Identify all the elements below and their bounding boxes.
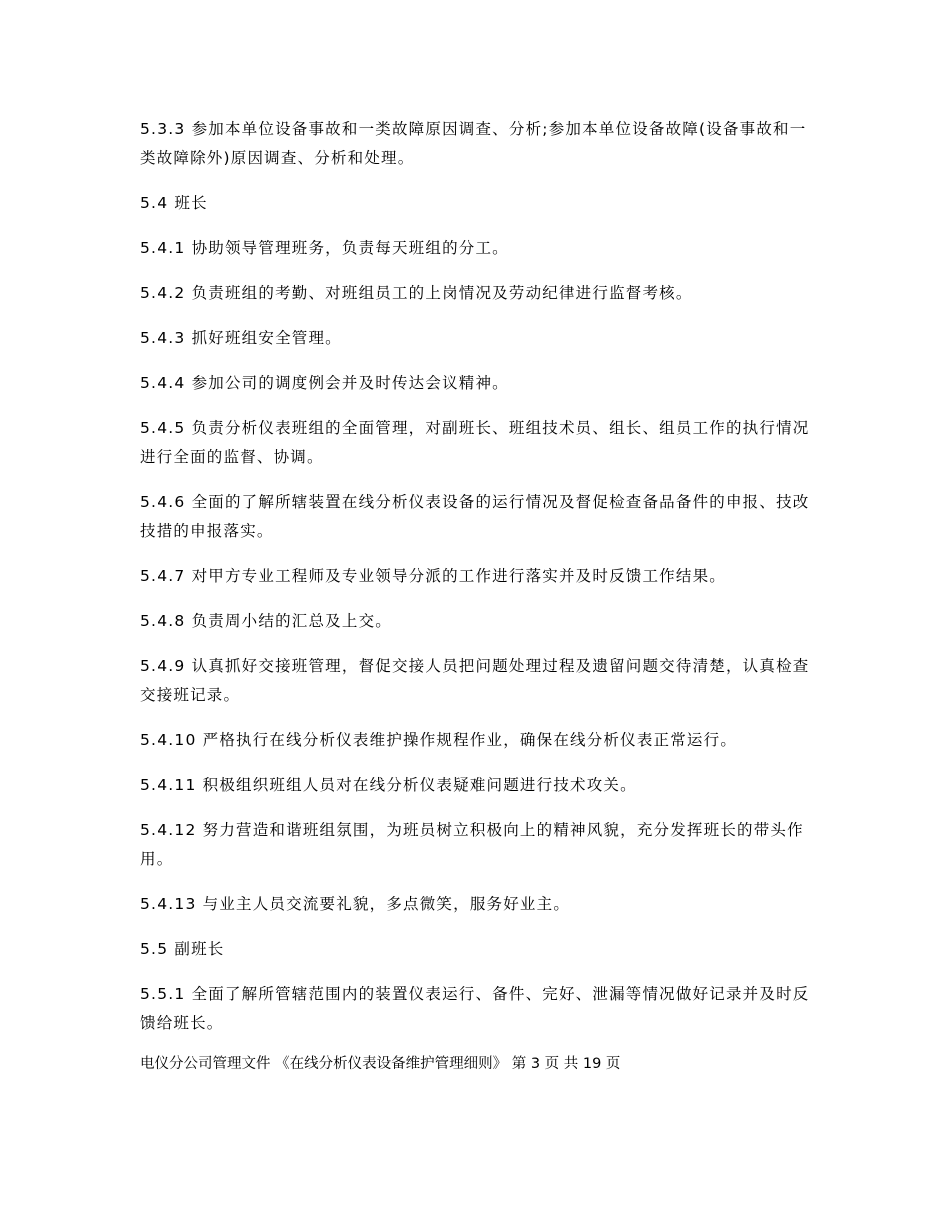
paragraph-5-4-3: 5.4.3 抓好班组安全管理。: [140, 329, 342, 347]
paragraph-5-4-11: 5.4.11 积极组织班组人员对在线分析仪表疑难问题进行技术攻关。: [140, 776, 637, 794]
paragraph-5-4-8: 5.4.8 负责周小结的汇总及上交。: [140, 612, 392, 630]
document-body: [140, 115, 820, 1054]
paragraph-5-4-4: 5.4.4 参加公司的调度例会并及时传达会议精神。: [140, 374, 509, 392]
section-heading-5-4: 5.4 班长: [140, 194, 208, 212]
paragraph-5-4-13: 5.4.13 与业主人员交流要礼貌，多点微笑，服务好业主。: [140, 895, 571, 913]
paragraph-5-4-10: 5.4.10 严格执行在线分析仪表维护操作规程作业，确保在线分析仪表正常运行。: [140, 731, 738, 749]
paragraph-5-4-9: 5.4.9 认真抓好交接班管理，督促交接人员把问题处理过程及遗留问题交待清楚，认真检查交接班记录。: [140, 657, 810, 704]
paragraph-5-4-7: 5.4.7 对甲方专业工程师及专业领导分派的工作进行落实并及时反馈工作结果。: [140, 567, 726, 585]
paragraph-5-3-3: 5.3.3 参加本单位设备事故和一类故障原因调查、分析;参加本单位设备故障(设备事故和一类故障除外)原因调查、分析和处理。: [140, 120, 807, 167]
paragraph-5-4-2: 5.4.2 负责班组的考勤、对班组员工的上岗情况及劳动纪律进行监督考核。: [140, 284, 693, 302]
paragraph-5-4-5: 5.4.5 负责分析仪表班组的全面管理，对副班长、班组技术员、组长、组员工作的执行情况进行全面的监督、协调。: [140, 419, 810, 466]
paragraph-5-4-1: 5.4.1 协助领导管理班务，负责每天班组的分工。: [140, 239, 509, 257]
paragraph-5-4-6: 5.4.6 全面的了解所辖装置在线分析仪表设备的运行情况及督促检查备品备件的申报、技改技措的申报落实。: [140, 493, 810, 540]
section-heading-5-5: 5.5 副班长: [140, 940, 225, 958]
paragraph-5-5-1: 5.5.1 全面了解所管辖范围内的装置仪表运行、备件、完好、泄漏等情况做好记录并及时反馈给班长。: [140, 985, 810, 1032]
paragraph-5-4-12: 5.4.12 努力营造和谐班组氛围，为班员树立积极向上的精神风貌，充分发挥班长的带头作用。: [140, 821, 804, 868]
page-footer: 电仪分公司管理文件 《在线分析仪表设备维护管理细则》 第 3 页 共 19 页: [140, 1056, 621, 1072]
